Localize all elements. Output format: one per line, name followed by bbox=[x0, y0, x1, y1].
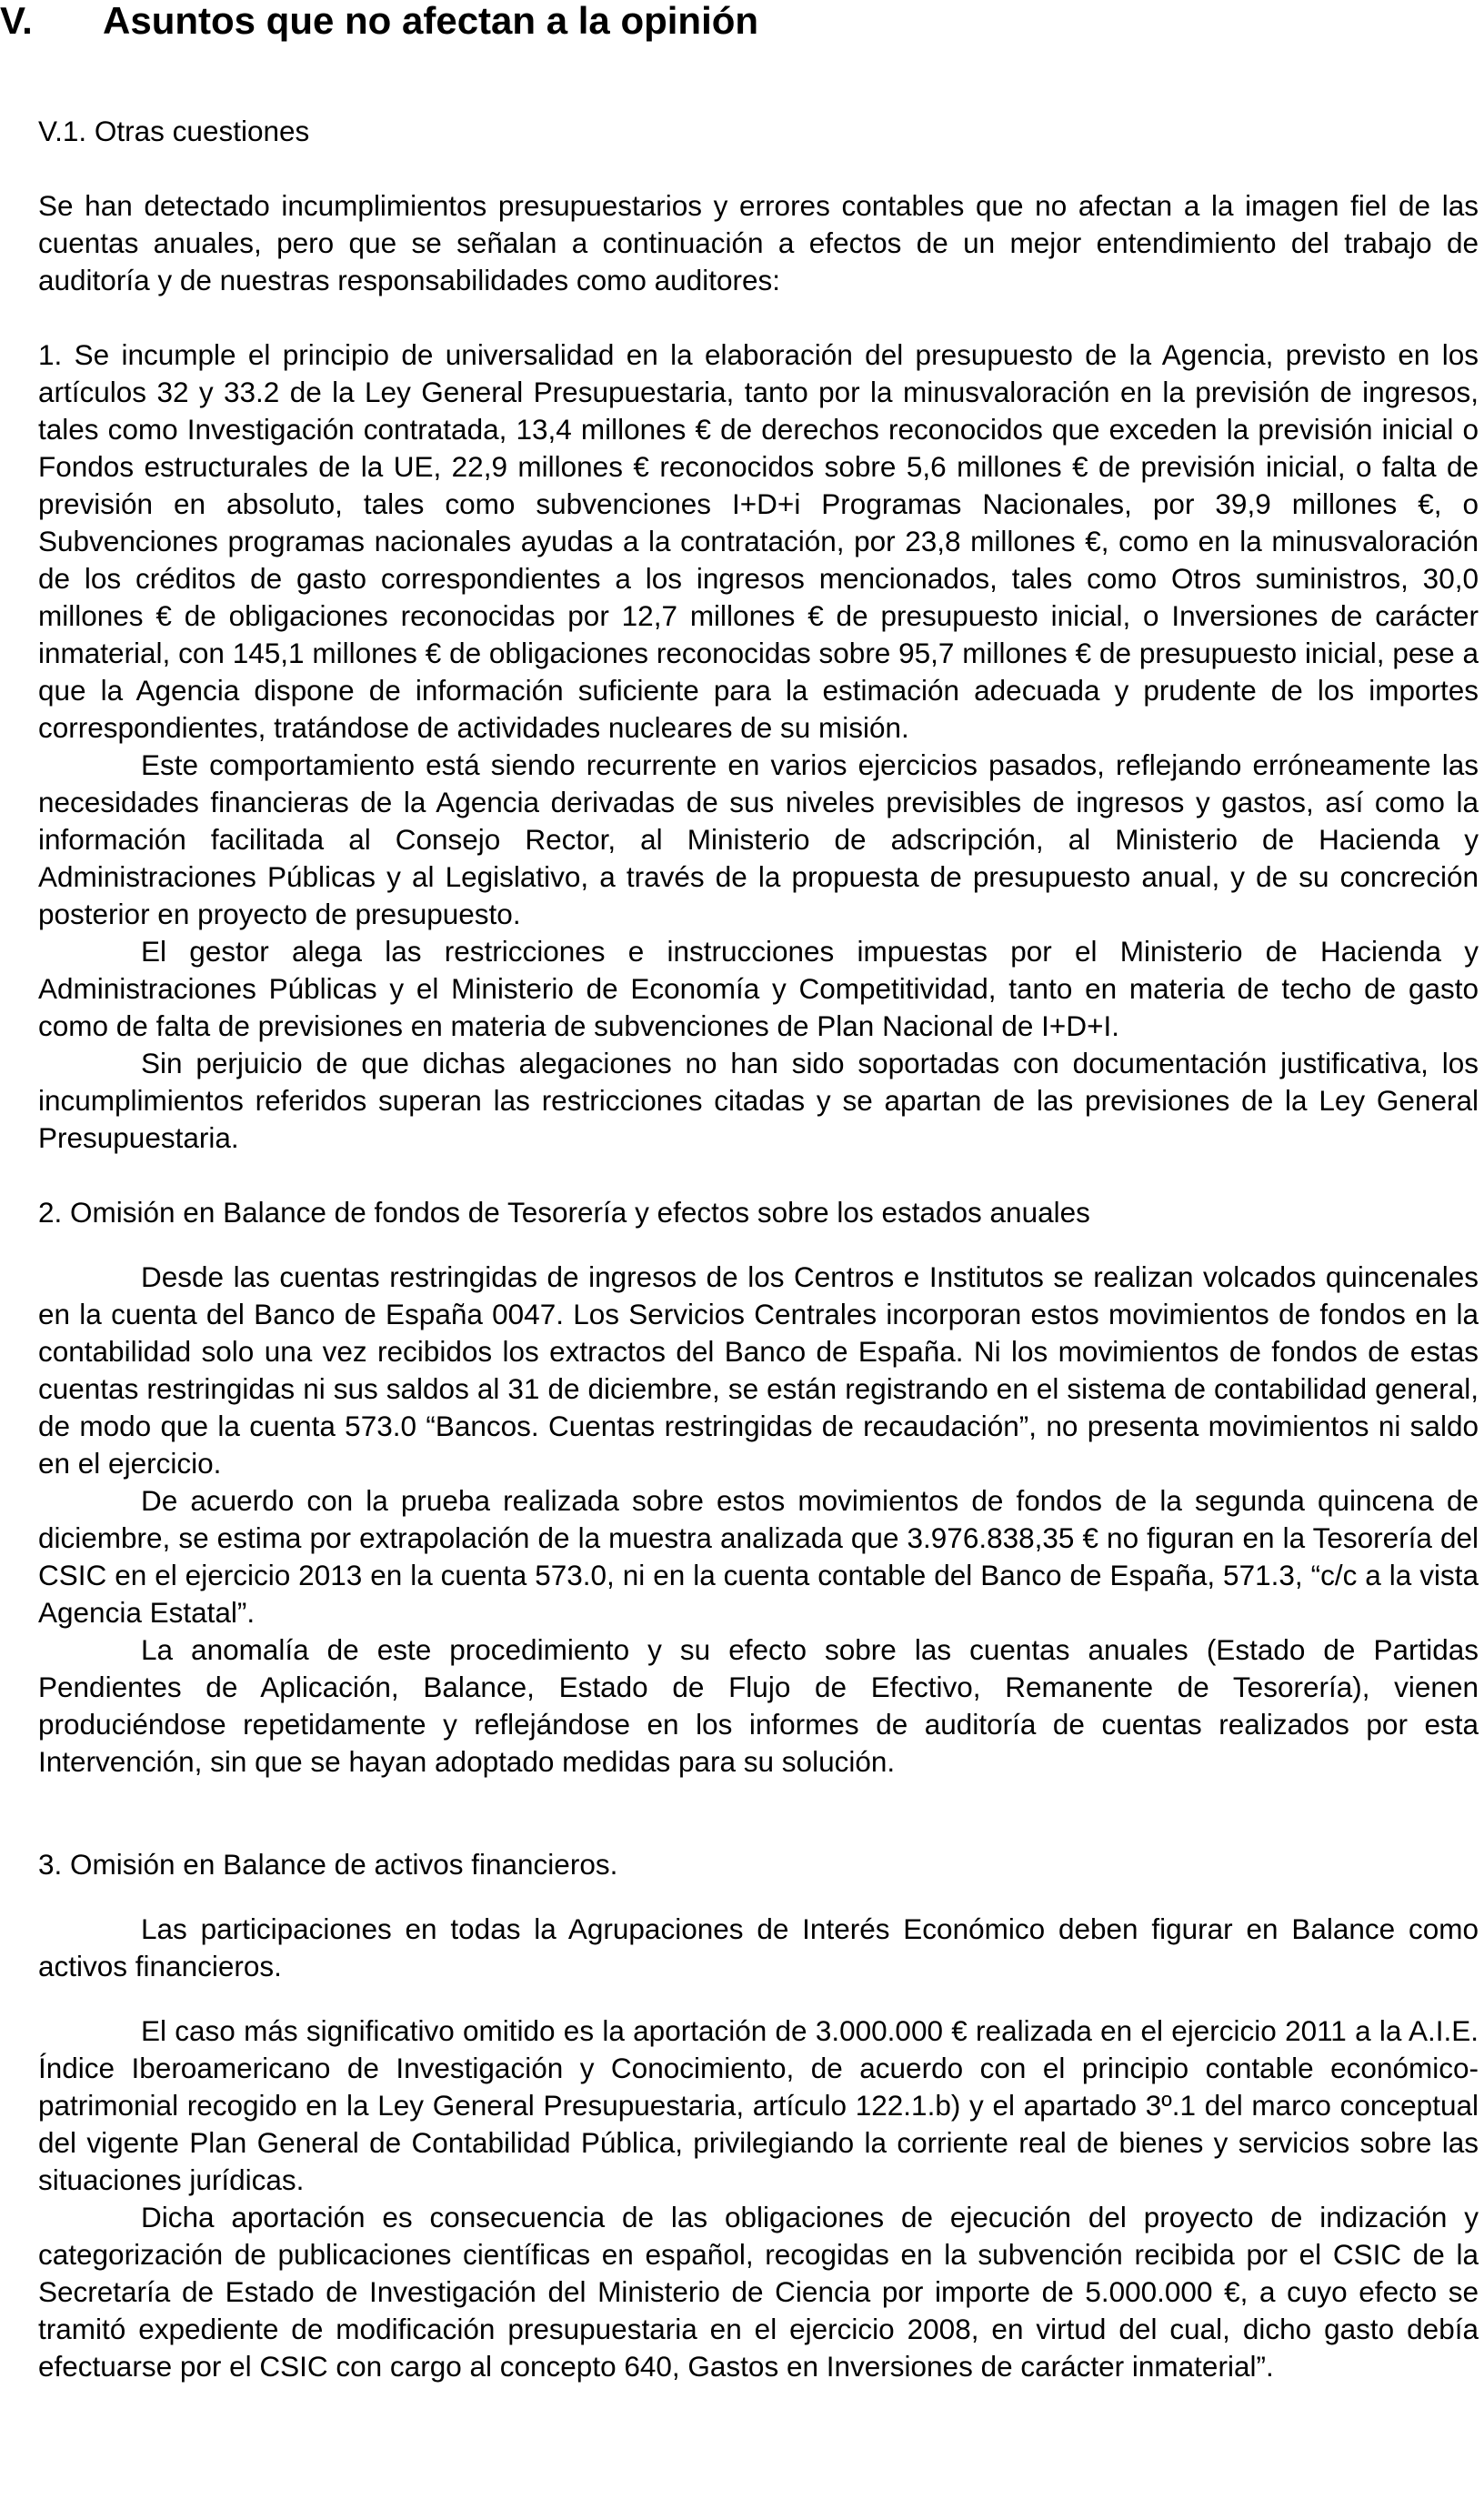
item2-title: 2. Omisión en Balance de fondos de Tesorería y efectos sobre los estados anuales bbox=[38, 1196, 1090, 1229]
spacer bbox=[38, 299, 1479, 336]
spacer bbox=[38, 150, 1479, 187]
section-title: Asuntos que no afectan a la opinión bbox=[103, 0, 759, 42]
item2-paragraph-1: Desde las cuentas restringidas de ingresos de los Centros e Institutos se realizan volcados quincenales en la cuenta del Banco de España 0047. Los Servicios Centrales incorporan estos movimientos de fondos en la contabilidad solo una vez recibidos los extractos del Banco de España. Ni los movimientos de fondos de estas cuentas restringidas ni sus saldos al 31 de diciembre, se están registrando en el sistema de contabilidad general, de modo que la cuenta 573.0 “Bancos. Cuentas restringidas de recaudación”, no presenta movimientos ni saldo en el ejercicio. bbox=[38, 1260, 1479, 1480]
item1-paragraph-4: Sin perjuicio de que dichas alegaciones no han sido soportadas con documentación justificativa, los incumplimientos referidos superan las restricciones citadas y se apartan de las previsiones de la Ley General Presupuestaria. bbox=[38, 1047, 1479, 1154]
spacer bbox=[38, 1883, 1479, 1911]
item2-paragraph-2: De acuerdo con la prueba realizada sobre estos movimientos de fondos de la segunda quincena de diciembre, se estima por extrapolación de la muestra analizada que 3.976.838,35 € no figuran en la Tesorería del CSIC en el ejercicio 2013 en la cuenta 573.0, ni en la cuenta contable del Banco de España, 571.3, “c/c a la vista Agencia Estatal”. bbox=[38, 1484, 1479, 1629]
spacer bbox=[38, 1231, 1479, 1259]
item1-paragraph-2: Este comportamiento está siendo recurrente en varios ejercicios pasados, reflejando erróneamente las necesidades financieras de la Agencia derivadas de sus niveles previsibles de ingresos y gastos, así como la información facilitada al Consejo Rector, al Ministerio de adscripción, al Ministerio de Hacienda y Administraciones Públicas y al Legislativo, a través de la propuesta de presupuesto anual, y de su concreción posterior en proyecto de presupuesto. bbox=[38, 748, 1479, 930]
item2-paragraph-3: La anomalía de este procedimiento y su efecto sobre las cuentas anuales (Estado de Partidas Pendientes de Aplicación, Balance, Estado de Flujo de Efectivo, Remanente de Tesorería), vienen produciéndose repetidamente y reflejándose en los informes de auditoría de cuentas realizados por esta Intervención, sin que se hayan adoptado medidas para su solución. bbox=[38, 1633, 1479, 1778]
item1-paragraph-3: El gestor alega las restricciones e instrucciones impuestas por el Ministerio de Hacienda y Administraciones Públicas y el Ministerio de Economía y Competitividad, tanto en materia de techo de gasto como de falta de previsiones en materia de subvenciones de Plan Nacional de I+D+I. bbox=[38, 935, 1479, 1042]
intro-paragraph: Se han detectado incumplimientos presupuestarios y errores contables que no afectan a la imagen fiel de las cuentas anuales, pero que se señalan a continuación a efectos de un mejor entendimiento del trabajo de auditoría y de nuestras responsabilidades como auditores: bbox=[38, 189, 1479, 296]
item3-paragraph-3: Dicha aportación es consecuencia de las obligaciones de ejecución del proyecto de indización y categorización de publicaciones científicas en español, recogidas en la subvención recibida por el CSIC de la Secretaría de Estado de Investigación del Ministerio de Ciencia por importe de 5.000.000 €, a cuyo efecto se tramitó expediente de modificación presupuestaria en el ejercicio 2008, en virtud del cual, dicho gasto debía efectuarse por el CSIC con cargo al concepto 640, Gastos en Inversiones de carácter inmaterial”. bbox=[38, 2201, 1479, 2383]
section-heading bbox=[0, 0, 758, 42]
spacer bbox=[38, 1985, 1479, 2012]
subsection-title: V.1. Otras cuestiones bbox=[38, 115, 310, 147]
spacer bbox=[38, 1781, 1479, 1846]
item3-title: 3. Omisión en Balance de activos financieros. bbox=[38, 1848, 618, 1881]
item1-paragraph: 1. Se incumple el principio de universalidad en la elaboración del presupuesto de la Agencia, previsto en los artículos 32 y 33.2 de la Ley General Presupuestaria, tanto por la minusvaloración en la previsión de ingresos, tales como Investigación contratada, 13,4 millones € de derechos reconocidos que exceden la previsión inicial o Fondos estructurales de la UE, 22,9 millones € reconocidos sobre 5,6 millones € de previsión inicial, o falta de previsión en absoluto, tales como subvenciones I+D+i Programas Nacionales, por 39,9 millones €, o Subvenciones programas nacionales ayudas a la contratación, por 23,8 millones €, como en la minusvaloración de los créditos de gasto correspondientes a los ingresos mencionados, tales como Otros suministros, 30,0 millones € de obligaciones reconocidas por 12,7 millones € de presupuesto inicial, o Inversiones de carácter inmaterial, con 145,1 millones € de obligaciones reconocidas sobre 95,7 millones € de presupuesto inicial, pese a que la Agencia dispone de información suficiente para la estimación adecuada y prudente de los importes correspondientes, tratándose de actividades nucleares de su misión. bbox=[38, 338, 1479, 744]
item3-paragraph-2: El caso más significativo omitido es la aportación de 3.000.000 € realizada en el ejercicio 2011 a la A.I.E. Índice Iberoamericano de Investigación y Conocimiento, de acuerdo con el principio contable económico-patrimonial recogido en la Ley General Presupuestaria, artículo 122.1.b) y el apartado 3º.1 del marco conceptual del vigente Plan General de Contabilidad Pública, privilegiando la corriente real de bienes y servicios sobre las situaciones jurídicas. bbox=[38, 2014, 1479, 2196]
section-number: V. bbox=[0, 0, 33, 42]
spacer bbox=[38, 1157, 1479, 1194]
item3-paragraph-1: Las participaciones en todas la Agrupaciones de Interés Económico deben figurar en Balance como activos financieros. bbox=[38, 1912, 1479, 1982]
document-body bbox=[38, 113, 1479, 2385]
